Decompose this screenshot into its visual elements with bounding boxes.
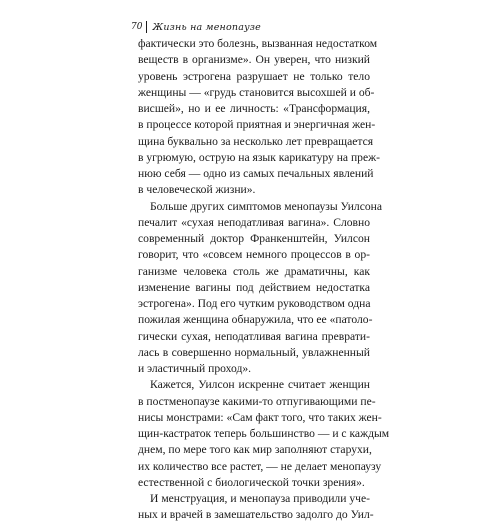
paragraph	[138, 199, 383, 378]
text-line: Кажется, Уилсон искренне считает женщин	[150, 378, 370, 392]
paragraph	[138, 377, 390, 491]
text-line: в постменопаузе какими-то отпугивающими пе-	[138, 394, 376, 408]
text-line: И менструация, и менопауза приводили уче-	[150, 492, 370, 505]
text-line: эстрогена». Под его чутким руководством одна	[138, 297, 371, 310]
text-line: естественной с биологической точки зрения».	[138, 475, 365, 489]
text-line: щин-кастраток теперь большинство — и с каждым	[138, 427, 390, 440]
text-line: печалит «сухая неподатливая вагина». Словно	[138, 215, 370, 229]
text-line: их количество все растет, — не делает менопаузу	[138, 459, 382, 473]
running-title: Жизнь на менопаузе	[152, 21, 261, 33]
text-line: ганизме человека столь же драматичны, как	[138, 264, 370, 278]
text-line: веществ в организме». Он уверен, что низкий	[138, 53, 370, 67]
text-line: и эластичный проход».	[138, 362, 252, 375]
text-line: современный доктор Франкенштейн, Уилсон	[138, 232, 370, 245]
text-line: в процессе которой приятная и энергичная жен-	[138, 118, 376, 132]
text-line: нисы монстрами: «Сам факт того, что таких жен-	[138, 410, 382, 424]
text-line: Больше других симптомов менопаузы Уилсона	[150, 199, 383, 213]
text-line: пожилая женщина обнаружила, что ее «патоло-	[138, 313, 373, 327]
text-line: женщины — «грудь становится высохшей и об-	[138, 85, 375, 99]
text-line: говорит, что «совсем немного процессов в ор-	[138, 248, 370, 262]
text-line: лась в совершенно нормальный, увлажненный	[138, 345, 370, 359]
text-line: изменение вагины под действием недостатка	[138, 280, 370, 294]
text-line: уровень эстрогена разрушает не только тело	[138, 69, 370, 83]
body-text	[138, 36, 390, 524]
text-line: в человеческой жизни».	[138, 183, 256, 197]
running-head	[131, 20, 261, 34]
text-line: в угрюмую, острую на язык карикатуру на преж-	[138, 150, 380, 164]
paragraph	[138, 36, 380, 199]
text-line: висшей», но и ее личность: «Трансформация,	[138, 102, 370, 115]
text-line: фактически это болезнь, вызванная недостатком	[138, 37, 378, 50]
paragraph	[138, 491, 374, 524]
text-line: ных и врачей в замешательство задолго до Уил-	[138, 508, 374, 522]
text-line: щина буквально за несколько лет превращается	[138, 134, 374, 148]
text-line: днем, по мере того как мир заполняют старухи,	[138, 443, 372, 457]
page-number: 70	[131, 22, 143, 32]
text-line: нюю себя — одно из самых печальных явлений	[138, 167, 374, 180]
header-divider	[146, 21, 147, 33]
text-line: гически сухая, неподатливая вагина преврати-	[138, 329, 370, 343]
